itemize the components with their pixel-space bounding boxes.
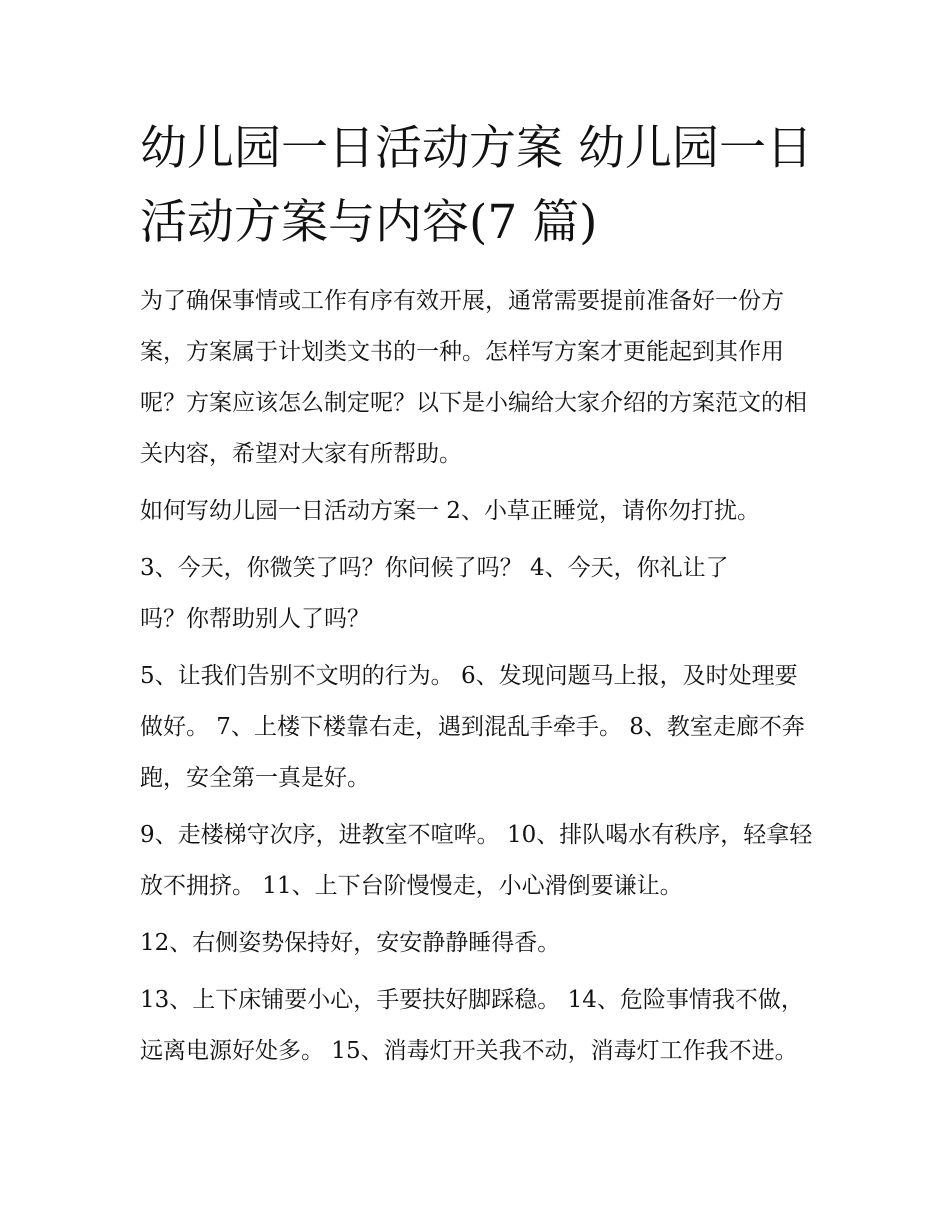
paragraph-rule-2: 如何写幼儿园一日活动方案一 2、小草正睡觉，请你勿打扰。 xyxy=(140,498,760,524)
paragraph-rules-3-4: 3、今天，你微笑了吗？你问候了吗？ 4、今天，你礼让了 吗？你帮助别人了吗？ xyxy=(140,555,729,632)
document-title: 幼儿园一日活动方案 幼儿园一日活动方案与内容(7 篇) xyxy=(140,121,813,250)
paragraph-rules-9-11: 9、走楼梯守次序，进教室不喧哗。 10、排队喝水有秩序，轻拿轻放不拥挤。 11、上下台阶慢慢走，小心滑倒要谦让。 xyxy=(140,822,813,899)
paragraph-rule-12: 12、右侧姿势保持好，安安静静睡得香。 xyxy=(140,930,561,956)
document-body xyxy=(140,276,820,1077)
paragraph-rules-5-8: 5、让我们告别不文明的行为。 6、发现问题马上报，及时处理要做好。 7、上楼下楼靠右走，遇到混乱手牵手。 8、教室走廊不奔跑，安全第一真是好。 xyxy=(140,663,805,791)
paragraph-intro: 为了确保事情或工作有序有效开展，通常需要提前准备好一份方案，方案属于计划类文书的一种。怎样写方案才更能起到其作用呢？方案应该怎么制定呢？以下是小编给大家介绍的方案范文的相关内容，希望对大家有所帮助。 xyxy=(140,288,807,467)
document-page xyxy=(140,112,820,1083)
paragraph-rules-13-15: 13、上下床铺要小心，手要扶好脚踩稳。 14、危险事情我不做，远离电源好处多。 15、消毒灯开关我不动，消毒灯工作我不进。 xyxy=(140,987,804,1064)
